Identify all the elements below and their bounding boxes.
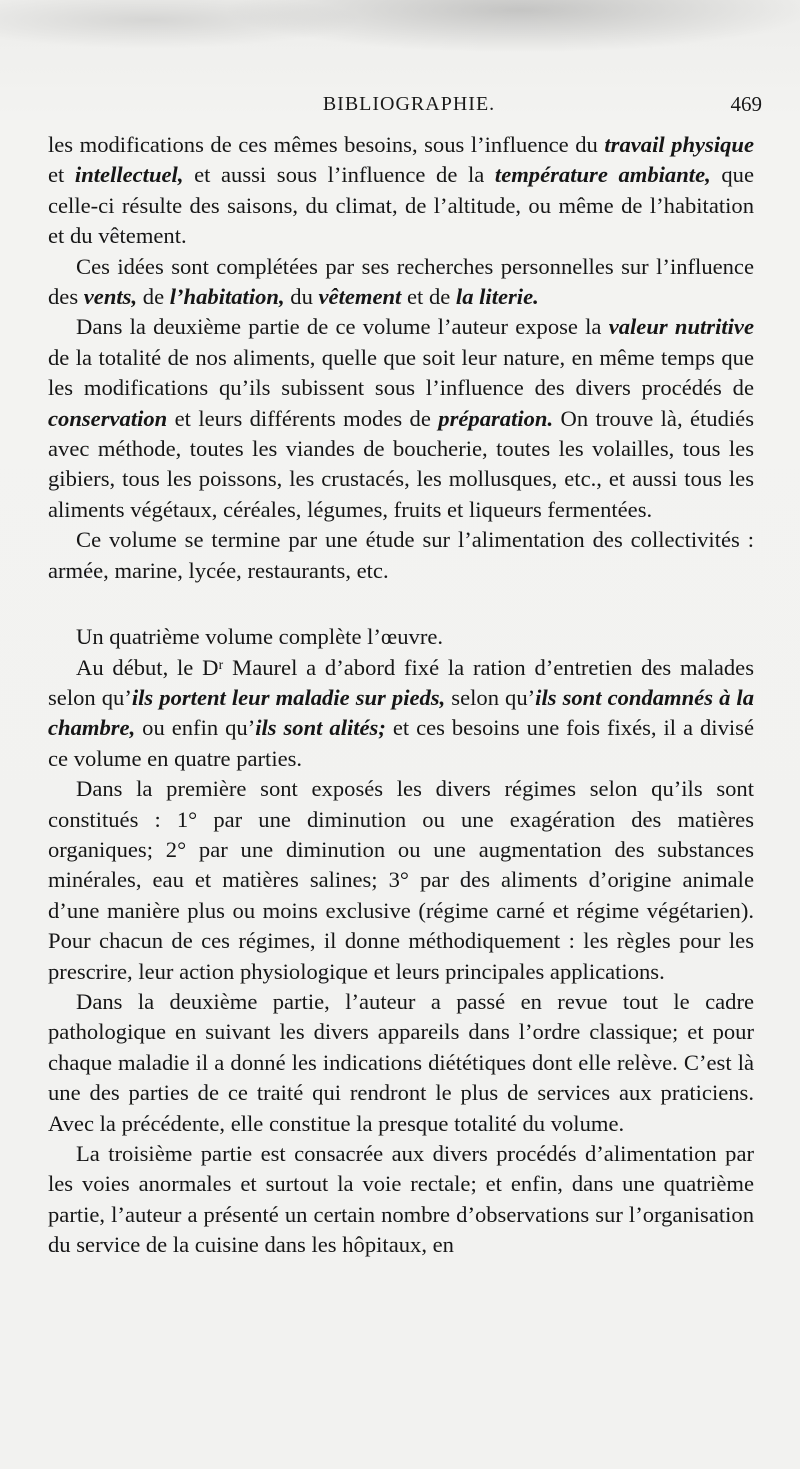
italic-text: vents, bbox=[83, 284, 138, 310]
text-run: Ces idées sont complétées par ses recherches personnelles sur l’influence des bbox=[48, 253, 754, 310]
italic-text: ils portent leur maladie sur pieds, bbox=[131, 684, 446, 710]
italic-text: ils sont alités; bbox=[255, 715, 386, 741]
italic-text: conservation bbox=[48, 405, 168, 431]
italic-text: préparation. bbox=[438, 405, 554, 431]
paragraph bbox=[48, 525, 754, 586]
italic-text: valeur nutritive bbox=[608, 314, 754, 340]
text-run: Ce volume se termine par une étude sur l’alimentation des collectivités : armée, marine, lycée, restaurants, etc. bbox=[48, 527, 754, 583]
text-run: Dans la deuxième partie de ce volume l’auteur expose la bbox=[76, 314, 609, 340]
paragraph bbox=[48, 252, 754, 313]
text-run: et aussi sous l’influence de la bbox=[183, 162, 495, 188]
italic-text: la literie. bbox=[455, 284, 539, 310]
italic-text: l’habitation, bbox=[169, 284, 285, 310]
text-run: On trouve là, étudiés avec méthode, toutes les viandes de boucherie, toutes les volailles, tous les gibiers, tous les poissons, les crustacés, les mollusques, etc., et aussi tous les aliments végétaux, céréales, légumes, fruits et liqueurs fermentées. bbox=[48, 405, 754, 522]
paragraph bbox=[48, 653, 754, 775]
text-run: et leurs différents modes de bbox=[167, 405, 439, 431]
running-title: BIBLIOGRAPHIE. bbox=[322, 93, 496, 115]
text-run: et de bbox=[401, 284, 456, 310]
text-run: ou enfin qu’ bbox=[135, 715, 256, 741]
paragraph bbox=[48, 774, 754, 987]
text-run: du bbox=[284, 284, 319, 310]
text-run: les modifications de ces mêmes besoins, sous l’influence du bbox=[48, 132, 605, 157]
italic-text: ils sont condamnés à la chambre, bbox=[48, 684, 754, 741]
text-run: de bbox=[137, 284, 170, 310]
page-number: 469 bbox=[730, 92, 762, 116]
text-run: selon qu’ bbox=[445, 684, 536, 710]
text-run: Un quatrième volume complète l’œuvre. bbox=[76, 624, 444, 650]
text-run: Au début, le Dʳ Maurel a d’abord fixé la ration d’entretien des malades selon qu’ bbox=[48, 654, 754, 710]
text-run: que celle-ci résulte des saisons, du climat, de l’altitude, ou même de l’habitation et du vêtement. bbox=[48, 162, 754, 249]
italic-text: vêtement bbox=[318, 284, 402, 310]
page-header bbox=[48, 88, 770, 120]
body-text bbox=[48, 130, 754, 1261]
paragraph bbox=[48, 130, 754, 252]
text-run: La troisième partie est consacrée aux divers procédés d’alimentation par les voies anormales et surtout la voie rectale; et enfin, dans une quatrième partie, l’auteur a présenté un certain nombre d’observations sur l’organisation du service de la cuisine dans les hôpitaux, en bbox=[48, 1141, 754, 1258]
paragraph bbox=[48, 1139, 754, 1261]
italic-text: travail physique bbox=[604, 132, 755, 157]
paragraph bbox=[48, 622, 754, 652]
text-run: de la totalité de nos aliments, quelle que soit leur nature, en même temps que les modifications qu’ils subissent sous l’influence des divers procédés de bbox=[48, 344, 754, 401]
text-run: Dans la deuxième partie, l’auteur a passé en revue tout le cadre pathologique en suivant les divers appareils dans l’ordre classique; et pour chaque maladie il a donné les indications diététiques dont elle relève. C’est là une des parties de ce traité qui rendront le plus de services aux praticiens. Avec la précédente, elle constitue la presque totalité du volume. bbox=[48, 988, 754, 1136]
italic-text: intellectuel, bbox=[74, 162, 184, 188]
paragraph bbox=[48, 987, 754, 1139]
italic-text: température ambiante, bbox=[494, 162, 711, 188]
text-run: Dans la première sont exposés les divers régimes selon qu’ils sont constitués : 1° par une diminution ou une exagération des matières organiques; 2° par une diminution ou une augmentation des substances minérales, eau et matières salines; 3° par des aliments d’origine animale d’une manière plus ou moins exclusive (régime carné et régime végétarien). Pour chacun de ces régimes, il donne méthodiquement : les règles pour les prescrire, leur action physiologique et leurs principales applications. bbox=[48, 776, 754, 984]
paragraph bbox=[48, 312, 754, 525]
text-run: et ces besoins une fois fixés, il a divisé ce volume en quatre parties. bbox=[48, 715, 754, 771]
text-run: et bbox=[48, 162, 75, 188]
